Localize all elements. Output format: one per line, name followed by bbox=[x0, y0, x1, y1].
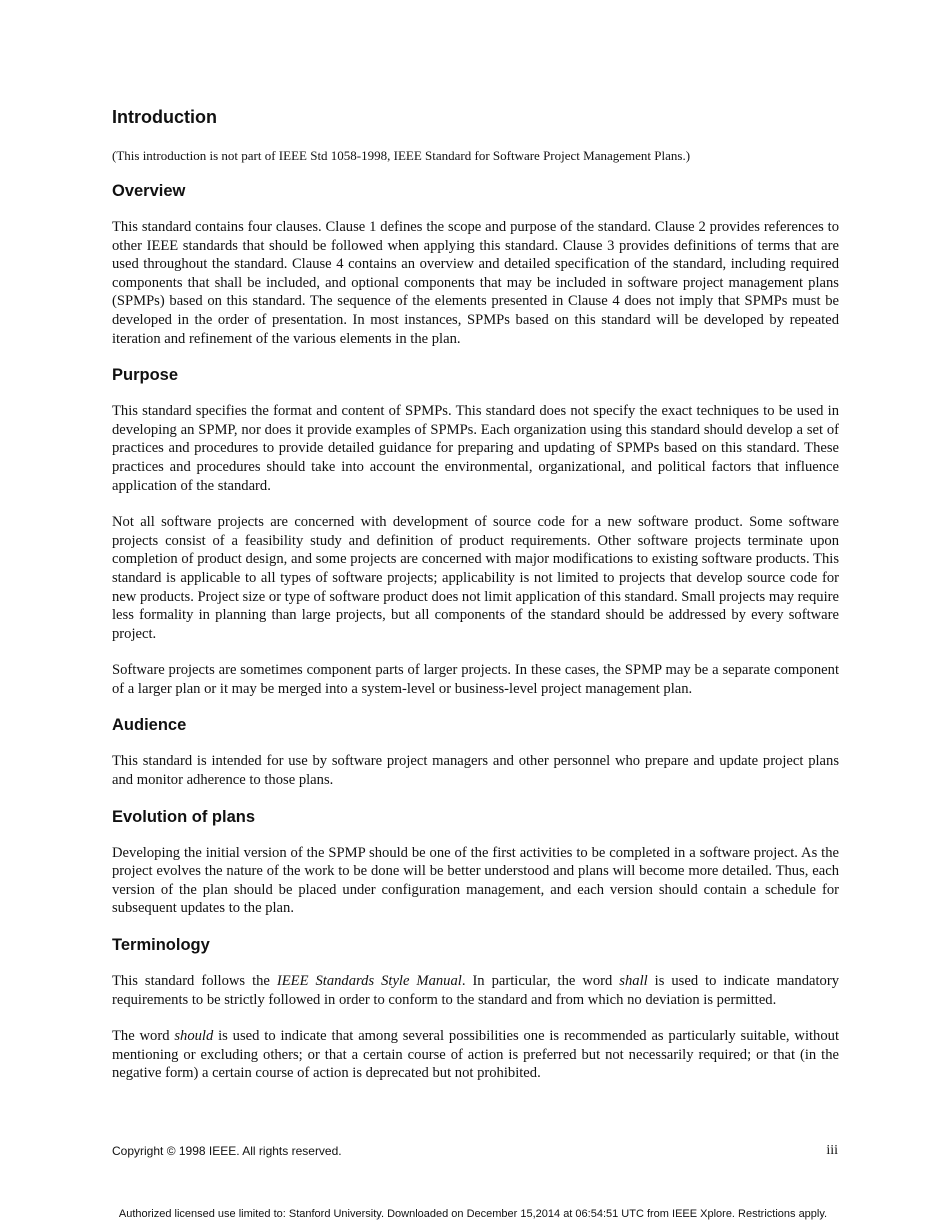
overview-paragraph: This standard contains four clauses. Clause 1 defines the scope and purpose of the standard. Clause 2 provides references to other IEEE standards that should be followed when applying this standard. Clause 3 provides definitions of terms that are used throughout the standard. Clause 4 contains an overview and detailed specification of the standard, including required components that shall be included, and optional components that may be included in software project management plans (SPMPs) based on this standard. The sequence of the elements presented in Clause 4 does not imply that SPMPs must be developed in the order of presentation. In most instances, SPMPs based on this standard will be developed by repeated iteration and refinement of the various elements in the plan. bbox=[112, 219, 839, 347]
purpose-paragraph-3: Software projects are sometimes component parts of larger projects. In these cases, the SPMP may be a separate component of a larger plan or it may be merged into a system-level or business-level project management plan. bbox=[112, 662, 839, 697]
evolution-paragraph: Developing the initial version of the SPMP should be one of the first activities to be completed in a software project. As the project evolves the nature of the work to be done will be better understood and plans will become more detailed. Thus, each version of the plan should be placed under configuration management, and each version should contain a schedule for subsequent updates to the plan. bbox=[112, 844, 839, 917]
audience-heading: Audience bbox=[112, 716, 187, 735]
page-title: Introduction bbox=[112, 107, 217, 127]
copyright-footer: Copyright © 1998 IEEE. All rights reserved. bbox=[112, 1144, 342, 1158]
terminology-p2-text-a: The word bbox=[112, 1028, 175, 1045]
purpose-heading: Purpose bbox=[112, 366, 179, 385]
purpose-paragraph-2: Not all software projects are concerned with development of source code for a new software product. Some software projects consist of a feasibility study and definition of product requirements. Other software projects terminate upon completion of product design, and some projects are concerned with major modifications to existing software products. This standard is applicable to all types of software projects; applicability is not limited to projects that develop source code for new products. Project size or type of software product does not limit application of this standard. Small projects may require less formality in planning than large projects, but all components of the standard should be addressed by every software project. bbox=[112, 514, 839, 642]
page-number: iii bbox=[826, 1143, 838, 1158]
license-notice: Authorized licensed use limited to: Stanford University. Downloaded on December 15,2014 at 06:54:51 UTC from IEEE Xplore. Restrictions apply. bbox=[118, 1208, 828, 1220]
audience-paragraph: This standard is intended for use by software project managers and other personnel who prepare and update project plans and monitor adherence to those plans. bbox=[112, 753, 839, 789]
overview-heading: Overview bbox=[112, 182, 186, 200]
intro-note: (This introduction is not part of IEEE Std 1058-1998, IEEE Standard for Software Project Management Plans.) bbox=[112, 148, 691, 163]
document-page bbox=[112, 106, 839, 1101]
should-term: should bbox=[174, 1028, 214, 1045]
purpose-paragraph-1: This standard specifies the format and content of SPMPs. This standard does not specify the exact techniques to be used in developing an SPMP, nor does it provide examples of SPMPs. Each organization using this standard should develop a set of practices and procedures to provide detailed guidance for preparing and updating of SPMPs based on this standard. These practices and procedures should take into account the environmental, organizational, and political factors that influence application of the standard. bbox=[112, 403, 839, 494]
terminology-p1-text-e: is used to indicate mandatory requirements to be strictly followed in order to conform to the standard and from which no deviation is permitted. bbox=[112, 973, 839, 1008]
terminology-paragraph-1 bbox=[112, 972, 839, 1009]
terminology-heading: Terminology bbox=[112, 936, 210, 955]
terminology-p2-text-c: is used to indicate that among several possibilities one is recommended as particularly suitable, without mentioning or excluding others; or that a certain course of action is preferred but not necessarily required; or that (in the negative form) a certain course of action is deprecated but not prohibited. bbox=[112, 1028, 839, 1082]
terminology-paragraph-2 bbox=[112, 1027, 839, 1083]
style-manual-title: IEEE Standards Style Manual bbox=[276, 973, 462, 990]
evolution-heading: Evolution of plans bbox=[112, 807, 255, 826]
shall-term: shall bbox=[619, 973, 648, 990]
terminology-p1-text-c: . In particular, the word bbox=[461, 973, 620, 990]
terminology-p1-text-a: This standard follows the bbox=[112, 973, 277, 990]
